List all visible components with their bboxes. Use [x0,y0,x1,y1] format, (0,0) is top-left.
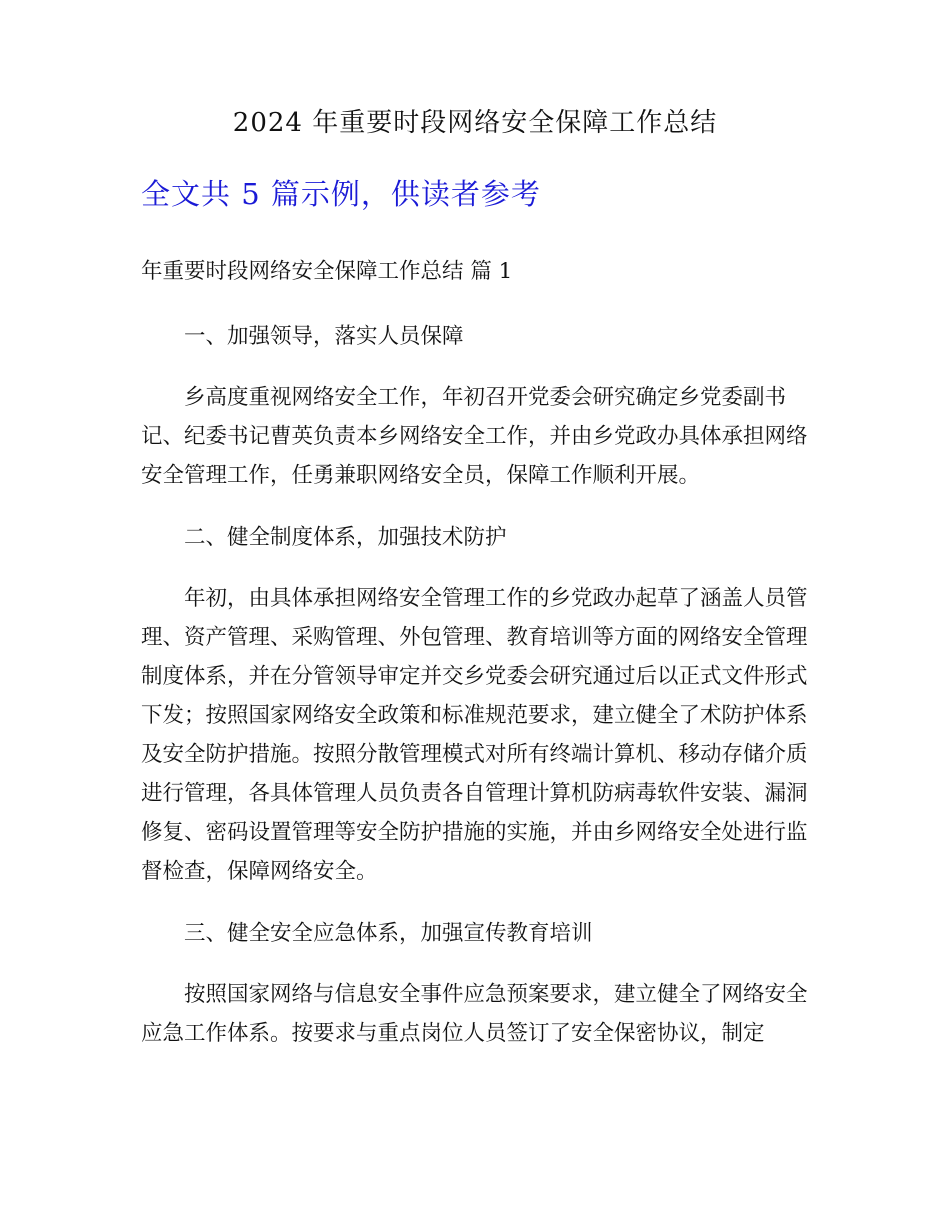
section-heading-2: 二、健全制度体系，加强技术防护 [184,525,507,550]
document-subtitle: 全文共 5 篇示例，供读者参考 [141,177,541,211]
section-heading-1: 一、加强领导，落实人员保障 [184,324,464,349]
section-heading-3: 三、健全安全应急体系，加强宣传教育培训 [184,921,593,946]
document-title: 2024 年重要时段网络安全保障工作总结 [232,108,718,138]
section-paragraph-1: 乡高度重视网络安全工作，年初召开党委会研究确定乡党委副书记、纪委书记曹英负责本乡网络安全工作，并由乡党政办具体承担网络安全管理工作，任勇兼职网络安全员，保障工作顺利开展。 [141,385,808,488]
document-body [141,317,809,1076]
section-paragraph-3: 按照国家网络与信息安全事件应急预案要求，建立健全了网络安全应急工作体系。按要求与重点岗位人员签订了安全保密协议，制定 [141,982,808,1046]
part-title: 年重要时段网络安全保障工作总结 篇 1 [141,259,513,284]
section-paragraph-2: 年初，由具体承担网络安全管理工作的乡党政办起草了涵盖人员管理、资产管理、采购管理、外包管理、教育培训等方面的网络安全管理制度体系，并在分管领导审定并交乡党委会研究通过后以正式文件形式下发；按照国家网络安全政策和标准规范要求，建立健全了术防护体系及安全防护措施。按照分散管理模式对所有终端计算机、移动存储介质进行管理，各具体管理人员负责各自管理计算机防病毒软件安装、漏洞修复、密码设置管理等安全防护措施的实施，并由乡网络安全处进行监督检查，保障网络安全。 [141,586,808,884]
